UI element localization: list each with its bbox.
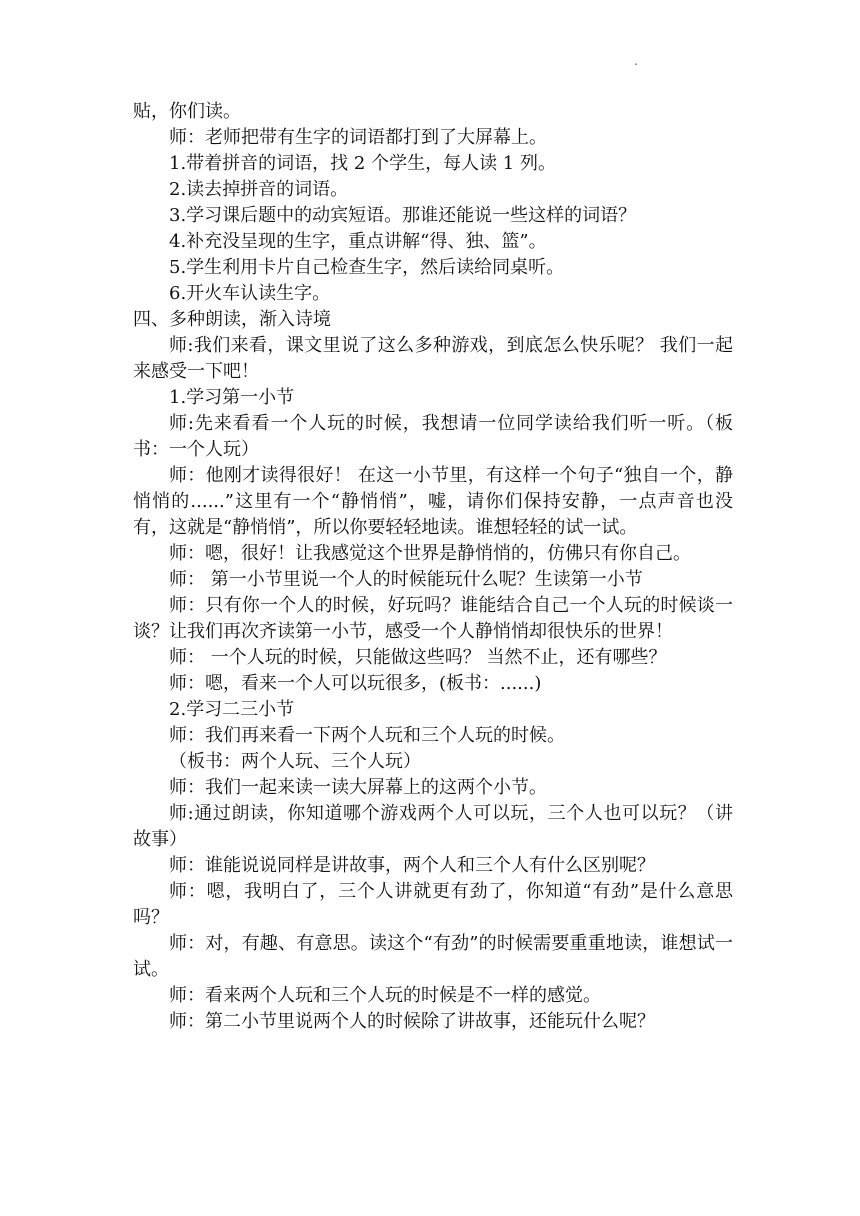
paragraph: 师： 第一小节里说一个人的时候能玩什么呢？生读第一小节 xyxy=(169,569,643,590)
corner-mark: . xyxy=(634,54,638,68)
paragraph: 5.学生利用卡片自己检查生字，然后读给同桌听。 xyxy=(169,257,565,278)
paragraph: 四、多种朗读，渐入诗境 xyxy=(133,309,331,330)
paragraph: 贴，你们读。 xyxy=(133,101,241,122)
paragraph: 师:先来看看一个人玩的时候，我想请一位同学读给我们听一听。（板书：一个人玩） xyxy=(133,413,733,460)
paragraph: 师：对，有趣、有意思。读这个“有劲”的时候需要重重地读，谁想试一试。 xyxy=(133,933,733,980)
paragraph: 师:我们来看，课文里说了这么多种游戏，到底怎么快乐呢？ 我们一起来感受一下吧！ xyxy=(133,335,733,382)
paragraph: 师：第二小节里说两个人的时候除了讲故事，还能玩什么呢？ xyxy=(169,1011,655,1032)
paragraph: 师：我们一起来读一读大屏幕上的这两个小节。 xyxy=(169,777,547,798)
paragraph: 师：嗯，很好！让我感觉这个世界是静悄悄的，仿佛只有你自己。 xyxy=(169,543,691,564)
paragraph: 师：老师把带有生字的词语都打到了大屏幕上。 xyxy=(169,127,547,148)
paragraph: 3.学习课后题中的动宾短语。那谁还能说一些这样的词语？ xyxy=(169,205,637,226)
paragraph: 师：嗯，我明白了，三个人讲就更有劲了，你知道“有劲”是什么意思吗？ xyxy=(133,881,733,928)
paragraph: 1.带着拼音的词语，找 2 个学生，每人读 1 列。 xyxy=(169,153,556,174)
paragraph: 师： 一个人玩的时候，只能做这些吗？ 当然不止，还有哪些？ xyxy=(169,647,667,668)
paragraph: 6.开火车认读生字。 xyxy=(169,283,331,304)
paragraph: 1.学习第一小节 xyxy=(169,387,295,408)
paragraph: 师:通过朗读，你知道哪个游戏两个人可以玩，三个人也可以玩？（讲故事） xyxy=(133,803,733,850)
paragraph: 2.学习二三小节 xyxy=(169,699,295,720)
paragraph: 师：谁能说说同样是讲故事，两个人和三个人有什么区别呢？ xyxy=(169,855,655,876)
paragraph: 4.补充没呈现的生字，重点讲解“得、独、篮”。 xyxy=(169,231,547,252)
document-body xyxy=(133,99,733,1035)
paragraph: （板书：两个人玩、三个人玩） xyxy=(169,751,421,772)
paragraph: 师：我们再来看一下两个人玩和三个人玩的时候。 xyxy=(169,725,565,746)
paragraph: 师：嗯，看来一个人可以玩很多，(板书：......) xyxy=(169,673,542,694)
paragraph: 2.读去掉拼音的词语。 xyxy=(169,179,349,200)
paragraph: 师：只有你一个人的时候，好玩吗？谁能结合自己一个人玩的时候谈一谈？让我们再次齐读第一小节，感受一个人静悄悄却很快乐的世界！ xyxy=(133,595,733,642)
paragraph: 师：他刚才读得很好！ 在这一小节里，有这样一个句子“独自一个，静悄悄的......”这里有一个“静悄悄”，嘘，请你们保持安静，一点声音也没有，这就是“静悄悄”，所以你要轻轻地读。谁想轻轻的试一试。 xyxy=(133,465,733,538)
paragraph: 师：看来两个人玩和三个人玩的时候是不一样的感觉。 xyxy=(169,985,601,1006)
